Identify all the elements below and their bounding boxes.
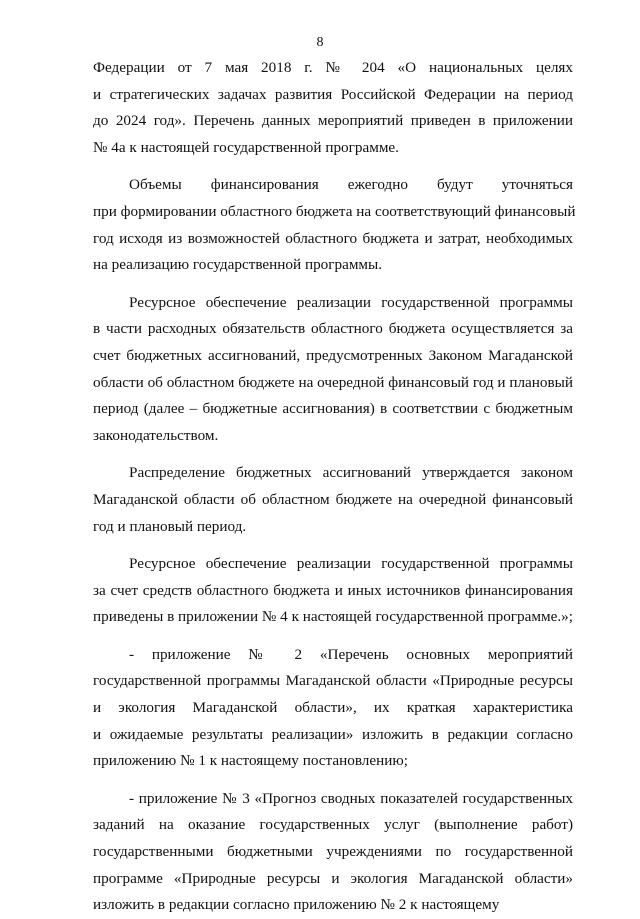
paragraph-line: заданий на оказание государственных услуг (выполнение работ) bbox=[93, 816, 573, 834]
paragraph-line: - приложение № 2 «Перечень основных мероприятий bbox=[129, 645, 573, 663]
paragraph-line: Ресурсное обеспечение реализации государственной программы bbox=[129, 555, 573, 573]
paragraph bbox=[93, 55, 573, 161]
paragraph bbox=[93, 642, 573, 775]
paragraph-line: за счет средств областного бюджета и иных источников финансирования bbox=[93, 581, 573, 599]
paragraph-line: программе «Природные ресурсы и экология Магаданской области» bbox=[93, 869, 573, 887]
paragraph-line: области об областном бюджете на очередной финансовый год и плановый bbox=[93, 373, 573, 391]
paragraph-line: законодательством. bbox=[93, 426, 219, 444]
paragraph-line: счет бюджетных ассигнований, предусмотренных Законом Магаданской bbox=[93, 346, 573, 364]
paragraph-line: и ожидаемые результаты реализации» изложить в редакции согласно bbox=[93, 725, 573, 743]
paragraph-line: год исходя из возможностей областного бюджета и затрат, необходимых bbox=[93, 229, 573, 247]
paragraph-gap bbox=[93, 279, 573, 290]
paragraph-gap bbox=[93, 775, 573, 786]
paragraph-line: до 2024 год». Перечень данных мероприятий приведен в приложении bbox=[93, 112, 573, 130]
paragraph-line: № 4а к настоящей государственной программе. bbox=[93, 138, 399, 156]
paragraph bbox=[93, 290, 573, 450]
paragraph-line: период (далее – бюджетные ассигнования) в соответствии с бюджетным bbox=[93, 400, 573, 418]
paragraph-line: Распределение бюджетных ассигнований утверждается законом bbox=[129, 464, 573, 482]
page-number: 8 bbox=[316, 35, 324, 50]
paragraph-line: при формировании областного бюджета на соответствующий финансовый bbox=[93, 202, 576, 220]
paragraph-gap bbox=[93, 449, 573, 460]
paragraph-line: Ресурсное обеспечение реализации государственной программы bbox=[129, 293, 573, 311]
paragraph bbox=[93, 786, 573, 919]
paragraph-line: Федерации от 7 мая 2018 г. № 204 «О национальных целях bbox=[93, 59, 573, 76]
paragraph-line: Объемы финансирования ежегодно будут уточняться bbox=[129, 176, 573, 194]
paragraph-line: год и плановый период. bbox=[93, 517, 247, 535]
paragraph-line: в части расходных обязательств областного бюджета осуществляется за bbox=[93, 320, 573, 338]
paragraph bbox=[93, 172, 576, 278]
paragraph-line: государственной программы Магаданской области «Природные ресурсы bbox=[93, 672, 573, 690]
paragraph-line: на реализацию государственной программы. bbox=[93, 256, 383, 274]
paragraph bbox=[93, 551, 573, 631]
paragraph-line: Магаданской области об областном бюджете на очередной финансовый bbox=[93, 490, 573, 508]
document-body bbox=[93, 55, 576, 919]
paragraph-line: - приложение № 3 «Прогноз сводных показателей государственных bbox=[129, 789, 573, 807]
paragraph-line: и стратегических задачах развития Российской Федерации на период bbox=[93, 85, 573, 103]
paragraph-gap bbox=[93, 161, 573, 172]
paragraph-gap bbox=[93, 631, 573, 642]
paragraph-line: и экология Магаданской области», их краткая характеристика bbox=[93, 699, 573, 717]
paragraph-line: приведены в приложении № 4 к настоящей государственной программе.»; bbox=[93, 608, 573, 626]
paragraph bbox=[93, 460, 573, 540]
paragraph-gap bbox=[93, 540, 573, 551]
paragraph-line: государственными бюджетными учреждениями по государственной bbox=[93, 843, 573, 861]
paragraph-line: приложению № 1 к настоящему постановлению; bbox=[93, 752, 408, 770]
paragraph-line: изложить в редакции согласно приложению № 2 к настоящему bbox=[93, 896, 500, 914]
